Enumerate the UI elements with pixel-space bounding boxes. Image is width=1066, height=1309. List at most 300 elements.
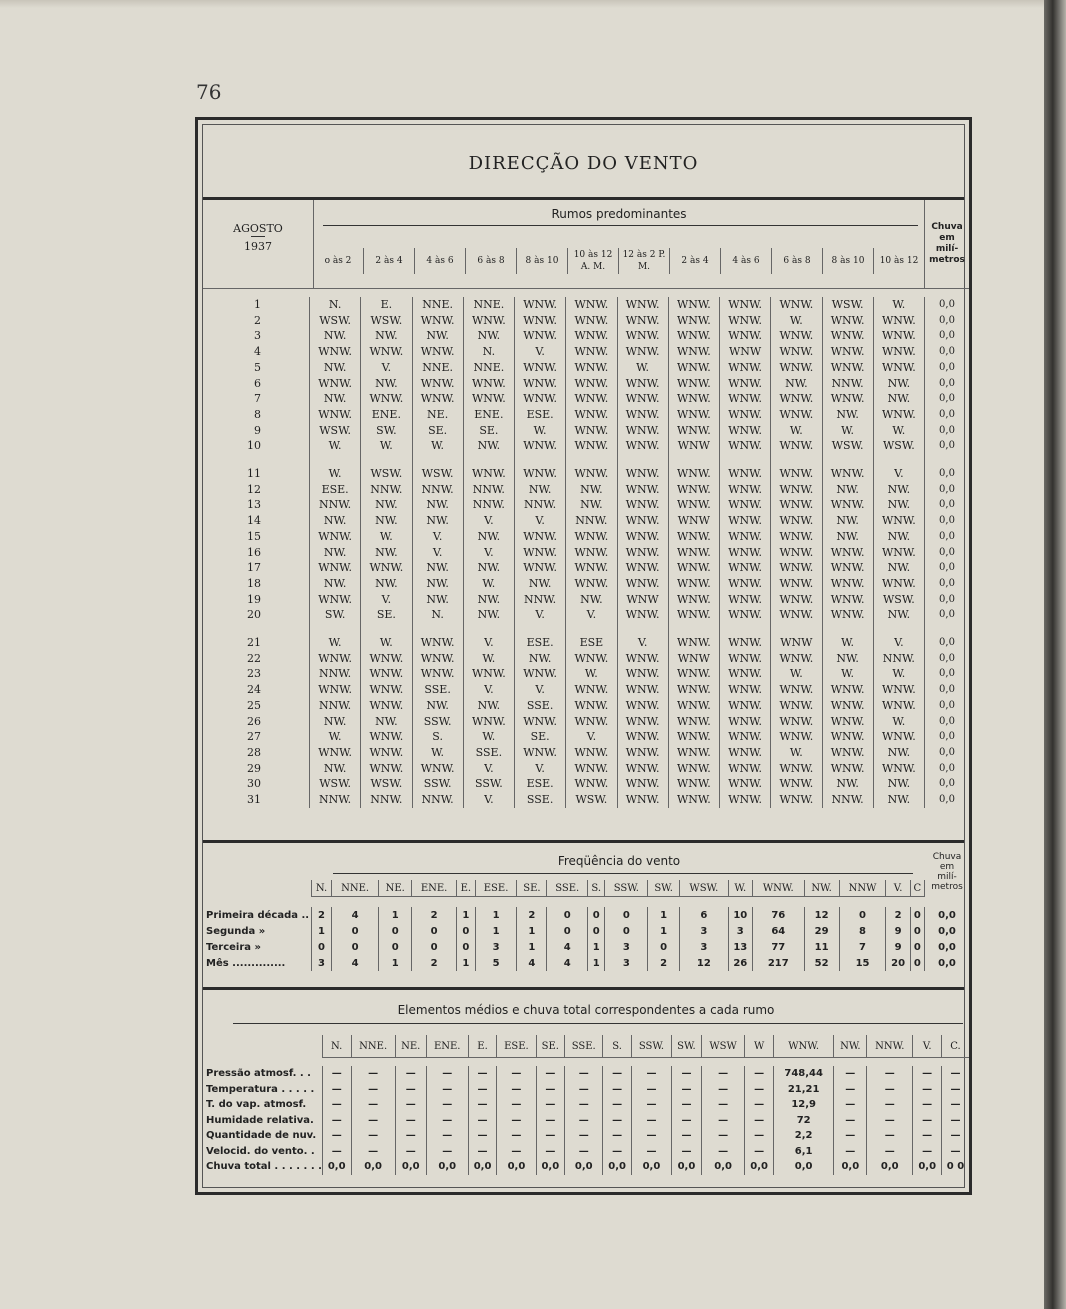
wind-cell: W. bbox=[822, 635, 873, 651]
rain-cell: 0,0 bbox=[925, 466, 970, 482]
table-row bbox=[203, 635, 969, 651]
elements-cell: — bbox=[701, 1128, 744, 1144]
wind-cell: WNW. bbox=[720, 635, 771, 651]
elements-cell: — bbox=[536, 1113, 565, 1129]
wind-cell: W. bbox=[310, 438, 361, 454]
wind-cell: WSW. bbox=[361, 466, 412, 482]
wind-cell: WNW. bbox=[720, 776, 771, 792]
elements-cell: — bbox=[497, 1144, 536, 1160]
wind-cell: NW. bbox=[463, 560, 514, 576]
elements-column-header: NW. bbox=[834, 1035, 867, 1058]
wind-cell: NW. bbox=[310, 391, 361, 407]
wind-cell: WNW. bbox=[412, 651, 463, 667]
wind-cell: WNW. bbox=[617, 682, 668, 698]
wind-cell: W. bbox=[310, 466, 361, 482]
wind-cell: WNW. bbox=[463, 313, 514, 329]
gap-cell bbox=[203, 623, 310, 635]
table-row bbox=[203, 666, 969, 682]
day-number: 19 bbox=[247, 592, 261, 606]
wind-cell: V. bbox=[463, 761, 514, 777]
wind-cell: WSW. bbox=[566, 792, 617, 808]
freq-cell: 217 bbox=[752, 955, 804, 971]
elements-cell: — bbox=[834, 1066, 867, 1082]
wind-cell: NW. bbox=[361, 576, 412, 592]
wind-cell: SW. bbox=[361, 423, 412, 439]
elements-cell: — bbox=[603, 1082, 632, 1098]
wind-cell: V. bbox=[515, 682, 566, 698]
freq-cell: 52 bbox=[804, 955, 839, 971]
elements-cell: — bbox=[322, 1113, 351, 1129]
wind-cell: WNW. bbox=[566, 328, 617, 344]
wind-cell: SSE. bbox=[515, 792, 566, 808]
elements-cell: 0,0 bbox=[322, 1159, 351, 1175]
wind-cell: WNW. bbox=[617, 776, 668, 792]
table-row bbox=[203, 391, 969, 407]
freq-column-header: ESE. bbox=[475, 880, 517, 897]
wind-cell: W. bbox=[566, 666, 617, 682]
freq-rain-cell: 0,0 bbox=[925, 939, 970, 955]
elements-cell: — bbox=[867, 1082, 913, 1098]
elements-cell: — bbox=[322, 1144, 351, 1160]
table-row bbox=[203, 1066, 969, 1082]
elements-cell: — bbox=[867, 1097, 913, 1113]
rain-header bbox=[925, 222, 969, 266]
freq-rain-col bbox=[925, 880, 970, 897]
elements-cell: 0,0 bbox=[913, 1159, 942, 1175]
wind-cell: NW. bbox=[463, 592, 514, 608]
wind-cell: ENE. bbox=[463, 407, 514, 423]
table-row bbox=[203, 482, 969, 498]
wind-cell: WNW. bbox=[668, 407, 719, 423]
freq-row-label: Terceira » bbox=[206, 941, 261, 953]
freq-cell: 1 bbox=[588, 955, 605, 971]
wind-cell: WNW bbox=[720, 344, 771, 360]
wind-cell: NW. bbox=[412, 560, 463, 576]
rumos-label: Rumos predominantes bbox=[551, 207, 687, 221]
month-label: AGOSTO bbox=[233, 222, 283, 235]
freq-cell: 13 bbox=[728, 939, 752, 955]
gap-cell bbox=[822, 454, 873, 466]
table-row bbox=[203, 923, 969, 939]
wind-cell: WNW. bbox=[515, 376, 566, 392]
wind-cell: WNW. bbox=[617, 423, 668, 439]
wind-cell: WNW. bbox=[720, 792, 771, 808]
wind-cell: WNW. bbox=[617, 328, 668, 344]
wind-cell: V. bbox=[515, 761, 566, 777]
day-number: 26 bbox=[247, 714, 261, 728]
table-row bbox=[203, 651, 969, 667]
rain-cell: 0,0 bbox=[925, 592, 970, 608]
wind-cell: NW. bbox=[822, 529, 873, 545]
wind-cell: V. bbox=[873, 466, 924, 482]
wind-cell: WNW. bbox=[771, 513, 822, 529]
freq-rain-line: metros bbox=[931, 882, 963, 892]
elements-cell: 0,0 bbox=[351, 1159, 395, 1175]
freq-column-header: WSW. bbox=[680, 880, 729, 897]
wind-cell: WNW. bbox=[771, 682, 822, 698]
header-bottom-rule bbox=[203, 288, 969, 289]
wind-cell: WNW. bbox=[617, 560, 668, 576]
elements-cell: — bbox=[426, 1128, 468, 1144]
wind-cell: WNW. bbox=[668, 391, 719, 407]
wind-cell: SSE. bbox=[515, 698, 566, 714]
wind-cell: WNW. bbox=[617, 313, 668, 329]
wind-cell: ENE. bbox=[361, 407, 412, 423]
wind-cell: WNW. bbox=[720, 576, 771, 592]
table-row bbox=[203, 560, 969, 576]
frequency-table bbox=[203, 880, 969, 971]
wind-cell: NNW. bbox=[873, 651, 924, 667]
elements-cell: — bbox=[565, 1082, 603, 1098]
rain-cell: 0,0 bbox=[925, 344, 970, 360]
wind-cell: NW. bbox=[515, 651, 566, 667]
elements-cell: — bbox=[395, 1144, 426, 1160]
elements-row-label: Velocid. do vento. . bbox=[206, 1145, 315, 1157]
wind-cell: WNW. bbox=[720, 761, 771, 777]
freq-column-header: SSE. bbox=[547, 880, 588, 897]
freq-column-header: SW. bbox=[648, 880, 680, 897]
freq-cell: 1 bbox=[648, 923, 680, 939]
wind-cell: WNW. bbox=[566, 297, 617, 313]
freq-cell: 26 bbox=[728, 955, 752, 971]
table-row bbox=[203, 576, 969, 592]
wind-cell: WNW. bbox=[822, 745, 873, 761]
elements-cell: — bbox=[913, 1082, 942, 1098]
freq-column-header: V. bbox=[886, 880, 910, 897]
wind-cell: SW. bbox=[310, 607, 361, 623]
wind-cell: WNW. bbox=[771, 698, 822, 714]
elements-cell: — bbox=[913, 1097, 942, 1113]
wind-cell: W. bbox=[310, 729, 361, 745]
elements-cell: 0,0 bbox=[395, 1159, 426, 1175]
elements-cell: — bbox=[322, 1066, 351, 1082]
wind-cell: WNW. bbox=[720, 497, 771, 513]
wind-cell: WNW. bbox=[668, 682, 719, 698]
wind-cell: WNW. bbox=[668, 344, 719, 360]
elements-row-label: Quantidade de nuv. bbox=[206, 1130, 317, 1142]
wind-cell: WNW. bbox=[566, 466, 617, 482]
wind-cell: WNW. bbox=[720, 391, 771, 407]
wind-cell: WNW. bbox=[720, 666, 771, 682]
freq-cell: 0 bbox=[547, 923, 588, 939]
wind-cell: WNW. bbox=[720, 592, 771, 608]
gap-cell bbox=[515, 623, 566, 635]
elements-cell: — bbox=[701, 1066, 744, 1082]
wind-cell: NW. bbox=[463, 529, 514, 545]
elements-table bbox=[203, 1035, 969, 1175]
gap-cell bbox=[463, 623, 514, 635]
wind-cell: NW. bbox=[873, 607, 924, 623]
wind-cell: ESE. bbox=[515, 776, 566, 792]
wind-cell: WNW. bbox=[822, 560, 873, 576]
wind-cell: WNW. bbox=[668, 529, 719, 545]
wind-cell: W. bbox=[463, 729, 514, 745]
gap-cell bbox=[720, 454, 771, 466]
wind-cell: WNW. bbox=[566, 745, 617, 761]
day-number: 12 bbox=[247, 482, 261, 496]
day-number: 16 bbox=[247, 545, 261, 559]
elements-cell: — bbox=[603, 1144, 632, 1160]
table-row bbox=[203, 1082, 969, 1098]
gap-cell bbox=[925, 623, 970, 635]
wind-cell: NW. bbox=[771, 376, 822, 392]
day-number: 20 bbox=[247, 608, 261, 622]
elements-cell: 0,0 bbox=[497, 1159, 536, 1175]
elements-column-header: SW. bbox=[672, 1035, 702, 1058]
elements-cell: — bbox=[603, 1128, 632, 1144]
gap-cell bbox=[310, 454, 361, 466]
wind-cell: WNW. bbox=[617, 576, 668, 592]
hour-header-row bbox=[313, 248, 924, 274]
book-spine-edge bbox=[1044, 0, 1066, 1309]
elements-cell: — bbox=[395, 1128, 426, 1144]
elements-row-label: Temperatura . . . . . bbox=[206, 1083, 315, 1095]
wind-cell: WNW. bbox=[873, 328, 924, 344]
rain-cell: 0,0 bbox=[925, 729, 970, 745]
elements-cell: — bbox=[322, 1128, 351, 1144]
day-number: 31 bbox=[247, 793, 261, 807]
wind-cell: WNW. bbox=[873, 344, 924, 360]
wind-cell: W. bbox=[873, 714, 924, 730]
elements-cell: — bbox=[351, 1097, 395, 1113]
wind-cell: WNW. bbox=[771, 466, 822, 482]
wind-cell: WNW. bbox=[668, 745, 719, 761]
wind-cell: NW. bbox=[873, 529, 924, 545]
rain-cell: 0,0 bbox=[925, 682, 970, 698]
elements-cell: — bbox=[745, 1082, 774, 1098]
elements-corner bbox=[203, 1035, 322, 1058]
freq-rain-cell: 0,0 bbox=[925, 907, 970, 923]
elements-cell: 0 0 bbox=[941, 1159, 969, 1175]
wind-cell: W. bbox=[873, 297, 924, 313]
wind-cell: WNW. bbox=[566, 391, 617, 407]
freq-cell: 0 bbox=[457, 923, 476, 939]
wind-cell: WSW. bbox=[822, 438, 873, 454]
wind-cell: WNW. bbox=[617, 376, 668, 392]
wind-cell: NW. bbox=[873, 376, 924, 392]
freq-cell: 0 bbox=[412, 939, 457, 955]
elements-cell: — bbox=[426, 1097, 468, 1113]
wind-cell: WNW. bbox=[617, 391, 668, 407]
wind-cell: WNW. bbox=[873, 545, 924, 561]
wind-cell: WNW. bbox=[412, 666, 463, 682]
wind-cell: WNW. bbox=[617, 466, 668, 482]
wind-cell: WNW. bbox=[668, 497, 719, 513]
table-row bbox=[203, 1144, 969, 1160]
wind-cell: NW. bbox=[873, 776, 924, 792]
wind-cell: V. bbox=[515, 344, 566, 360]
elements-spacer bbox=[203, 1058, 969, 1067]
wind-cell: WNW. bbox=[310, 560, 361, 576]
wind-cell: NNE. bbox=[412, 360, 463, 376]
gap-cell bbox=[310, 623, 361, 635]
freq-cell: 20 bbox=[886, 955, 910, 971]
wind-cell: WNW. bbox=[566, 651, 617, 667]
freq-cell: 2 bbox=[648, 955, 680, 971]
wind-cell: WNW. bbox=[310, 407, 361, 423]
wind-cell: WNW. bbox=[566, 560, 617, 576]
wind-cell: WNW. bbox=[873, 682, 924, 698]
wind-cell: W. bbox=[310, 635, 361, 651]
wind-cell: NW. bbox=[463, 698, 514, 714]
rain-cell: 0,0 bbox=[925, 607, 970, 623]
table-row bbox=[203, 423, 969, 439]
freq-cell: 77 bbox=[752, 939, 804, 955]
table-row bbox=[203, 776, 969, 792]
elements-cell: — bbox=[913, 1066, 942, 1082]
rain-cell: 0,0 bbox=[925, 545, 970, 561]
freq-cell: 3 bbox=[680, 923, 729, 939]
wind-cell: WNW. bbox=[720, 698, 771, 714]
freq-cell: 1 bbox=[379, 955, 412, 971]
elements-cell: — bbox=[745, 1128, 774, 1144]
table-row bbox=[203, 407, 969, 423]
wind-cell: NNW. bbox=[566, 513, 617, 529]
wind-cell: WNW. bbox=[361, 391, 412, 407]
wind-cell: NE. bbox=[412, 407, 463, 423]
wind-cell: WNW. bbox=[720, 328, 771, 344]
freq-cell: 2 bbox=[886, 907, 910, 923]
elements-column-header: N. bbox=[322, 1035, 351, 1058]
wind-cell: SSE. bbox=[412, 682, 463, 698]
elements-cell: 0,0 bbox=[603, 1159, 632, 1175]
elements-cell: — bbox=[941, 1144, 969, 1160]
freq-spacer bbox=[203, 897, 969, 908]
wind-cell: WNW. bbox=[668, 607, 719, 623]
table-frame bbox=[195, 117, 972, 1195]
freq-column-header: ENE. bbox=[412, 880, 457, 897]
gap-cell bbox=[925, 454, 970, 466]
wind-cell: WNW. bbox=[822, 360, 873, 376]
wind-cell: WSW. bbox=[873, 592, 924, 608]
wind-cell: WNW. bbox=[822, 729, 873, 745]
month-divider bbox=[251, 236, 265, 237]
elements-cell: — bbox=[867, 1128, 913, 1144]
elements-column-header: V. bbox=[913, 1035, 942, 1058]
elements-cell: — bbox=[395, 1066, 426, 1082]
freq-cell: 1 bbox=[517, 923, 547, 939]
wind-cell: WNW. bbox=[412, 635, 463, 651]
freq-column-header: NNE. bbox=[332, 880, 379, 897]
freq-cell: 9 bbox=[886, 923, 910, 939]
wind-cell: NW. bbox=[873, 560, 924, 576]
table-row bbox=[203, 939, 969, 955]
table-row bbox=[203, 792, 969, 808]
elements-cell: 72 bbox=[773, 1113, 834, 1129]
day-number: 1 bbox=[254, 298, 261, 311]
wind-cell: WNW bbox=[668, 513, 719, 529]
wind-cell: WNW. bbox=[771, 776, 822, 792]
wind-cell: NW. bbox=[566, 482, 617, 498]
rain-cell: 0,0 bbox=[925, 313, 970, 329]
rain-cell: 0,0 bbox=[925, 635, 970, 651]
wind-cell: WNW. bbox=[771, 407, 822, 423]
freq-cell: 0 bbox=[910, 923, 924, 939]
wind-cell: WNW. bbox=[617, 651, 668, 667]
elements-cell: — bbox=[672, 1082, 702, 1098]
wind-cell: NNW. bbox=[310, 698, 361, 714]
gap-cell bbox=[463, 454, 514, 466]
freq-cell: 4 bbox=[547, 955, 588, 971]
table-row bbox=[203, 360, 969, 376]
freq-cell: 0 bbox=[588, 923, 605, 939]
wind-cell: WNW. bbox=[617, 545, 668, 561]
elements-column-header: NNW. bbox=[867, 1035, 913, 1058]
wind-cell: NNE. bbox=[463, 297, 514, 313]
wind-cell: WNW. bbox=[617, 438, 668, 454]
elements-cell: — bbox=[395, 1082, 426, 1098]
wind-cell: WNW. bbox=[617, 698, 668, 714]
wind-cell: WNW. bbox=[873, 761, 924, 777]
wind-cell: NNE. bbox=[463, 360, 514, 376]
table-row bbox=[203, 698, 969, 714]
freq-cell: 4 bbox=[517, 955, 547, 971]
elements-cell: 0,0 bbox=[701, 1159, 744, 1175]
elements-cell: — bbox=[672, 1144, 702, 1160]
day-number: 25 bbox=[247, 698, 261, 712]
freq-cell: 3 bbox=[312, 955, 332, 971]
freq-cell: 1 bbox=[312, 923, 332, 939]
table-row bbox=[203, 907, 969, 923]
wind-cell: V. bbox=[463, 635, 514, 651]
wind-cell: V. bbox=[361, 592, 412, 608]
hour-header: 4 às 6 bbox=[414, 248, 465, 274]
wind-cell: WNW. bbox=[361, 560, 412, 576]
wind-cell: SSE. bbox=[463, 745, 514, 761]
wind-cell: W. bbox=[412, 438, 463, 454]
elements-cell: — bbox=[395, 1113, 426, 1129]
wind-cell: WNW. bbox=[361, 729, 412, 745]
elements-cell: — bbox=[745, 1097, 774, 1113]
elements-cell: — bbox=[701, 1113, 744, 1129]
wind-cell: WSW. bbox=[361, 313, 412, 329]
wind-cell: NNW. bbox=[310, 666, 361, 682]
wind-cell: NW. bbox=[873, 482, 924, 498]
wind-cell: NW. bbox=[310, 714, 361, 730]
table-row bbox=[203, 682, 969, 698]
wind-cell: WNW. bbox=[668, 423, 719, 439]
elements-cell: — bbox=[745, 1144, 774, 1160]
rain-header-line: em bbox=[939, 233, 955, 243]
wind-cell: WNW. bbox=[515, 391, 566, 407]
wind-cell: WNW. bbox=[720, 560, 771, 576]
elements-cell: — bbox=[426, 1144, 468, 1160]
wind-cell: WNW. bbox=[771, 438, 822, 454]
wind-cell: ESE. bbox=[515, 635, 566, 651]
elements-column-header: ENE. bbox=[426, 1035, 468, 1058]
wind-cell: WNW. bbox=[822, 466, 873, 482]
elements-cell: — bbox=[468, 1097, 497, 1113]
freq-cell: 4 bbox=[332, 955, 379, 971]
wind-cell: WNW. bbox=[515, 545, 566, 561]
elements-cell: 0,0 bbox=[867, 1159, 913, 1175]
freq-column-header: SE. bbox=[517, 880, 547, 897]
wind-cell: WSW. bbox=[310, 423, 361, 439]
table-row bbox=[203, 529, 969, 545]
wind-cell: NNE. bbox=[412, 297, 463, 313]
wind-cell: WNW. bbox=[771, 607, 822, 623]
rain-cell: 0,0 bbox=[925, 761, 970, 777]
wind-cell: WNW. bbox=[668, 792, 719, 808]
wind-cell: NW. bbox=[361, 513, 412, 529]
wind-cell: NNW. bbox=[412, 482, 463, 498]
wind-cell: WNW. bbox=[310, 592, 361, 608]
wind-cell: WNW. bbox=[617, 729, 668, 745]
wind-cell: WNW. bbox=[720, 423, 771, 439]
elements-row-label: Pressão atmosf. . . bbox=[206, 1068, 311, 1080]
wind-cell: WNW. bbox=[720, 313, 771, 329]
elements-cell: — bbox=[536, 1066, 565, 1082]
